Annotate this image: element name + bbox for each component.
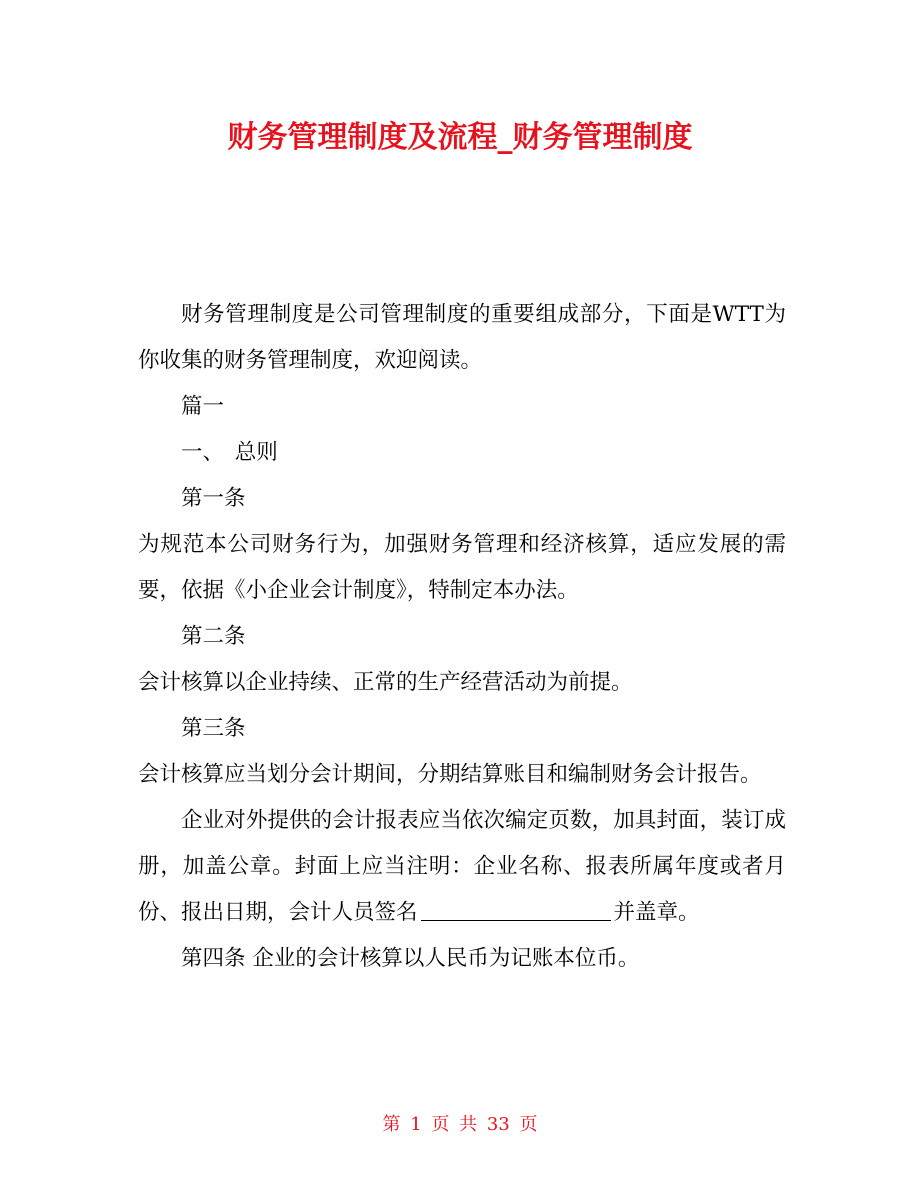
document-title: 财务管理制度及流程_财务管理制度 xyxy=(227,120,693,155)
paragraph-text: 为规范本公司财务行为，加强财务管理和经济核算，适应发展的需要，依据《小企业会计制度》，特制定本办法。 xyxy=(138,532,786,603)
paragraph-article-4 xyxy=(138,936,786,982)
paragraph-text-after: 并盖章。 xyxy=(613,900,700,925)
paragraph-intro xyxy=(138,292,786,384)
paragraph-section-label xyxy=(138,384,786,430)
paragraph-article-3-label xyxy=(138,706,786,752)
signature-blank-line xyxy=(421,898,611,921)
paragraph-text: 财务管理制度是公司管理制度的重要组成部分，下面是WTT为你收集的财务管理制度，欢迎阅读。 xyxy=(138,302,786,373)
paragraph-article-2-body xyxy=(138,660,786,706)
paragraph-text: 第四条 企业的会计核算以人民币为记账本位币。 xyxy=(181,946,640,971)
paragraph-text: 第三条 xyxy=(181,716,246,741)
paragraph-article-1-label xyxy=(138,476,786,522)
page-number-footer: 第 1 页 共 33 页 xyxy=(382,1114,538,1135)
paragraph-article-3-body xyxy=(138,752,786,798)
paragraph-article-2-label xyxy=(138,614,786,660)
paragraph-report-requirements xyxy=(138,798,786,936)
paragraph-text: 第一条 xyxy=(181,486,246,511)
paragraph-text: 会计核算应当划分会计期间，分期结算账目和编制财务会计报告。 xyxy=(138,762,762,787)
paragraph-article-1-body xyxy=(138,522,786,614)
paragraph-text: 企业对外提供的会计报表应当依次编定页数，加具封面，装订成册，加盖公章。封面上应当注明：企业名称、报表所属年度或者月份、报出日期，会计人员签名 xyxy=(138,808,786,925)
document-body xyxy=(138,292,786,982)
paragraph-text: 篇一 xyxy=(181,394,225,419)
paragraph-text: 会计核算以企业持续、正常的生产经营活动为前提。 xyxy=(138,670,633,695)
paragraph-text: 第二条 xyxy=(181,624,246,649)
paragraph-chapter-heading xyxy=(138,430,786,476)
paragraph-text: 一、 总则 xyxy=(181,440,278,465)
